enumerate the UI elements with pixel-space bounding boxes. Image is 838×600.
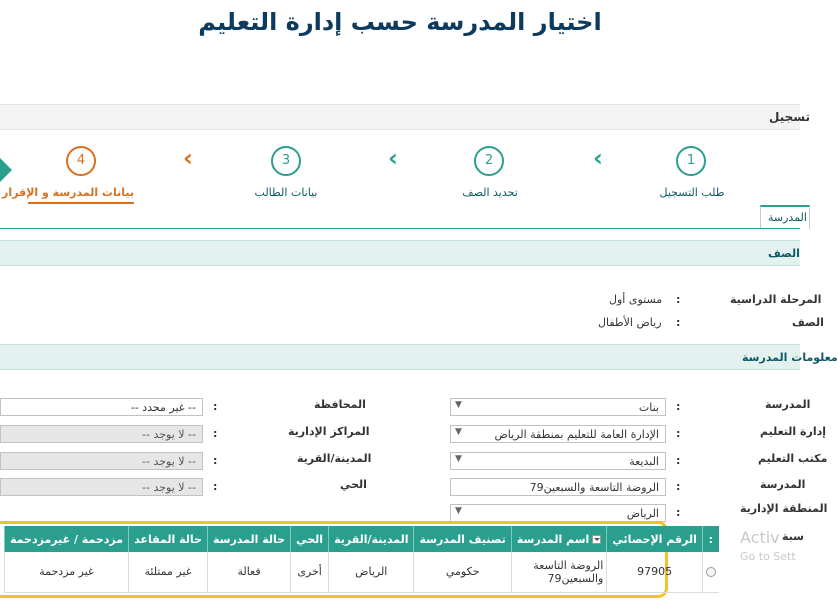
step-1-label[interactable]: طلب التسجيل	[659, 186, 725, 199]
colon: :	[213, 480, 218, 493]
chevron-down-icon: ▼	[455, 427, 462, 437]
colon: :	[676, 293, 681, 306]
cell-seat-status: غير ممتلئة	[129, 552, 208, 592]
cell-school-type: حكومي	[414, 552, 511, 592]
tab-divider	[0, 228, 800, 229]
chevron-down-icon: ▼	[455, 454, 462, 464]
colon: :	[676, 316, 681, 329]
section-school-info-title: معلومات المدرسة	[742, 351, 838, 364]
colon: :	[213, 454, 218, 467]
cell-district: أخرى	[291, 552, 329, 592]
stage-label: المرحلة الدراسية	[730, 293, 822, 306]
admin-centers-select-value: -- لا يوجد --	[142, 428, 196, 441]
gender-label: المدرسة	[765, 398, 811, 411]
column-header-stat-number[interactable]: الرقم الإحصائي	[607, 526, 703, 552]
governorate-select[interactable]	[0, 398, 203, 416]
chevron-down-icon: ▼	[455, 400, 462, 410]
colon: :	[213, 427, 218, 440]
column-header-school-type[interactable]: تصنيف المدرسة	[414, 526, 511, 552]
select-column-header: :	[702, 526, 719, 552]
education-office-label: مكتب التعليم	[758, 452, 828, 465]
city-select[interactable]	[0, 452, 203, 470]
colon: :	[676, 480, 681, 493]
city-select-value: -- لا يوجد --	[142, 455, 196, 468]
column-header-crowded[interactable]: مزدحمة / غيرمزدحمة	[5, 526, 129, 552]
school-name-input[interactable]	[450, 478, 666, 496]
activation-watermark: Activ	[740, 528, 780, 547]
column-header-school-name-label: اسم المدرسة	[516, 532, 590, 546]
step-4-circle[interactable]: 4	[66, 146, 96, 176]
column-header-district[interactable]: الحي	[291, 526, 329, 552]
colon: :	[676, 427, 681, 440]
colon: :	[213, 400, 218, 413]
tab-school-label: المدرسة	[768, 211, 807, 224]
column-header-seat-status[interactable]: حالة المقاعد	[129, 526, 208, 552]
school-name-input-value: الروضة التاسعة والسبعين79	[529, 481, 659, 494]
colon: :	[676, 454, 681, 467]
column-header-school-status[interactable]: حالة المدرسة	[207, 526, 290, 552]
admin-region-label: المنطقة الإدارية	[740, 502, 828, 515]
district-select[interactable]	[0, 478, 203, 496]
admin-centers-label: المراكز الإدارية	[288, 425, 370, 438]
column-header-school-name[interactable]	[511, 526, 607, 552]
education-dept-label: إدارة التعليم	[760, 425, 827, 438]
admin-centers-select[interactable]	[0, 425, 203, 443]
cell-school-status: فعالة	[207, 552, 290, 592]
district-label: الحي	[340, 478, 367, 491]
percentage-label: سبة	[782, 530, 804, 543]
governorate-label: المحافظة	[314, 398, 366, 411]
section-grade-header	[0, 240, 800, 266]
step-3-circle[interactable]: 3	[271, 146, 301, 176]
grade-label: الصف	[792, 316, 824, 329]
activation-watermark-subtext: Go to Sett	[740, 550, 796, 563]
chevron-left-icon: ‹	[388, 144, 398, 172]
registration-label: تسجيل	[769, 110, 810, 124]
step-1-circle[interactable]: 1	[676, 146, 706, 176]
cell-stat-number: 97905	[607, 552, 703, 592]
step-3-label[interactable]: بيانات الطالب	[254, 186, 318, 199]
gender-select[interactable]	[450, 398, 666, 416]
governorate-select-value: -- غير محدد --	[130, 401, 196, 414]
cell-crowded: غير مزدحمة	[5, 552, 129, 592]
education-dept-select-value: الإدارة العامة للتعليم بمنطقة الرياض	[494, 428, 659, 441]
schools-table	[4, 526, 719, 593]
cell-city: الرياض	[329, 552, 414, 592]
education-office-select[interactable]	[450, 452, 666, 470]
registration-header	[0, 104, 810, 130]
chevron-down-icon: ▼	[455, 506, 462, 516]
education-dept-select[interactable]	[450, 425, 666, 443]
row-select-cell[interactable]	[702, 552, 719, 592]
row-radio-button[interactable]	[706, 567, 716, 577]
colon: :	[676, 506, 681, 519]
admin-region-select-value: الرياض	[626, 507, 659, 520]
section-grade-title: الصف	[768, 247, 800, 260]
step-2-circle[interactable]: 2	[474, 146, 504, 176]
step-2-label[interactable]: تحديد الصف	[462, 186, 518, 199]
city-label: المدينة/القرية	[297, 452, 372, 465]
page-title: اختيار المدرسة حسب إدارة التعليم	[198, 8, 602, 36]
admin-region-select[interactable]	[450, 504, 666, 522]
chevron-left-icon: ‹	[183, 144, 193, 172]
table-header-row	[5, 526, 719, 552]
school-name-label: المدرسة	[760, 478, 806, 491]
column-header-city[interactable]: المدينة/القرية	[329, 526, 414, 552]
district-select-value: -- لا يوجد --	[142, 481, 196, 494]
education-office-select-value: البديعة	[629, 455, 659, 468]
stage-value: مستوى أول	[609, 293, 663, 306]
section-school-info-header	[0, 344, 838, 370]
sort-icon[interactable]	[592, 535, 601, 544]
colon: :	[676, 400, 681, 413]
tab-school[interactable]	[760, 205, 810, 229]
step-4-label[interactable]: بيانات المدرسة و الإقرار	[28, 186, 134, 204]
chevron-left-icon: ‹	[593, 144, 603, 172]
gender-select-value: بنات	[638, 401, 659, 414]
grade-value: رياض الأطفال	[598, 316, 662, 329]
table-row[interactable]	[5, 552, 719, 592]
cell-school-name: الروضة التاسعة والسبعين79	[511, 552, 607, 592]
